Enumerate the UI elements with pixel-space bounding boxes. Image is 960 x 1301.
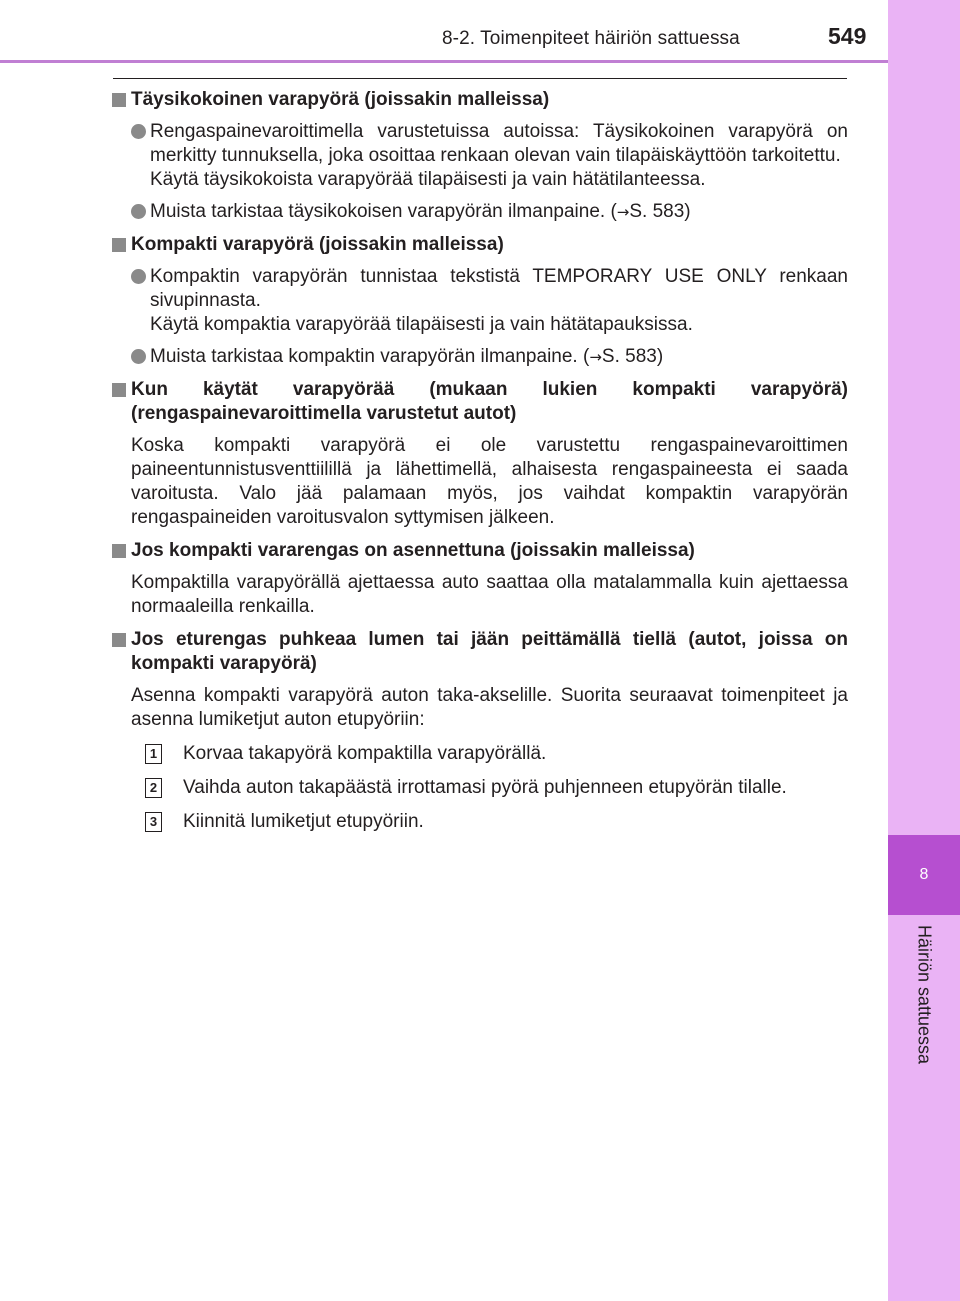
bullet-item	[131, 265, 848, 337]
bullet-item	[131, 120, 848, 192]
step-text: Korvaa takapyörä kompaktilla varapyörällä.	[183, 743, 547, 764]
chapter-number: 8	[919, 866, 929, 883]
chapter-side-tab	[888, 0, 960, 1301]
step-item	[145, 810, 848, 834]
round-bullet-icon	[131, 124, 146, 139]
bullet-text: Muista tarkistaa kompaktin varapyörän ilmanpaine. (	[150, 346, 590, 367]
section-compact-installed	[110, 539, 848, 619]
step-text: Kiinnitä lumiketjut etupyöriin.	[183, 811, 424, 832]
section-heading: Jos eturengas puhkeaa lumen tai jään peittämällä tiellä (autot, joissa on kompakti varapyörä)	[131, 629, 848, 674]
page-reference-link[interactable]: S. 583)	[601, 346, 664, 367]
step-item	[145, 776, 848, 800]
arrow-icon: →	[616, 203, 630, 221]
section-full-size-spare	[110, 88, 848, 224]
header-rule	[0, 60, 888, 63]
page-reference-link[interactable]: S. 583)	[629, 201, 691, 222]
step-text: Vaihda auton takapäästä irrottamasi pyörä puhjenneen etupyörän tilalle.	[183, 777, 787, 798]
section-paragraph: Asenna kompakti varapyörä auton taka-akselille. Suorita seuraavat toimenpiteet ja asenna lumiketjut auton etupyöriin:	[131, 685, 848, 730]
page-number: 549	[828, 23, 867, 49]
section-heading: Jos kompakti vararengas on asennettuna (joissakin malleissa)	[131, 540, 695, 561]
square-bullet-icon	[112, 93, 126, 107]
bullet-text: Muista tarkistaa täysikokoisen varapyörän ilmanpaine. (	[150, 201, 617, 222]
section-heading: Kun käytät varapyörää (mukaan lukien kompakti varapyörä) (rengaspainevaroittimella varustetut autot)	[131, 379, 848, 424]
bullet-text: Kompaktin varapyörän tunnistaa tekstistä TEMPORARY USE ONLY renkaan sivupinnasta.	[150, 266, 848, 311]
step-item	[145, 742, 848, 766]
square-bullet-icon	[112, 238, 126, 252]
step-number-badge: 1	[145, 744, 162, 764]
section-front-tire-flat-snow	[110, 628, 848, 834]
bullet-text: Rengaspainevaroittimella varustetuissa autoissa: Täysikokoinen varapyörä on merkitty tunnuksella, joka osoittaa renkaan olevan vain tilapäiskäyttöön tarkoitettu.	[150, 121, 848, 166]
chapter-number-tab	[888, 835, 960, 915]
arrow-icon: →	[589, 348, 602, 366]
bullet-text: Käytä kompaktia varapyörää tilapäisesti ja vain hätätapauksissa.	[150, 314, 693, 335]
section-paragraph: Koska kompakti varapyörä ei ole varustettu rengaspainevaroittimen paineentunnistusventtiilillä ja lähettimellä, alhaisesta rengaspaineesta ei saada varoitusta. Valo jää palamaan myös, jos vaihdat kompaktin varapyörän rengaspaineiden varoitusvalon syttymisen jälkeen.	[131, 435, 848, 528]
round-bullet-icon	[131, 269, 146, 284]
square-bullet-icon	[112, 383, 126, 397]
content-top-rule	[113, 78, 847, 79]
round-bullet-icon	[131, 204, 146, 219]
step-number-badge: 3	[145, 812, 162, 832]
running-header: 8-2. Toimenpiteet häiriön sattuessa	[442, 28, 740, 49]
section-heading: Täysikokoinen varapyörä (joissakin malleissa)	[131, 89, 550, 110]
square-bullet-icon	[112, 633, 126, 647]
section-heading: Kompakti varapyörä (joissakin malleissa)	[131, 234, 504, 255]
step-number-badge: 2	[145, 778, 162, 798]
bullet-item	[131, 200, 848, 224]
section-compact-spare	[110, 233, 848, 369]
round-bullet-icon	[131, 349, 146, 364]
page-content	[110, 88, 848, 834]
bullet-text: Käytä täysikokoista varapyörää tilapäisesti ja vain hätätilanteessa.	[150, 169, 706, 190]
square-bullet-icon	[112, 544, 126, 558]
chapter-title: Häiriön sattuessa	[914, 925, 935, 1065]
section-paragraph: Kompaktilla varapyörällä ajettaessa auto saattaa olla matalammalla kuin ajettaessa normaaleilla renkailla.	[131, 572, 848, 617]
section-using-spare-tpws	[110, 378, 848, 530]
bullet-item	[131, 345, 848, 369]
